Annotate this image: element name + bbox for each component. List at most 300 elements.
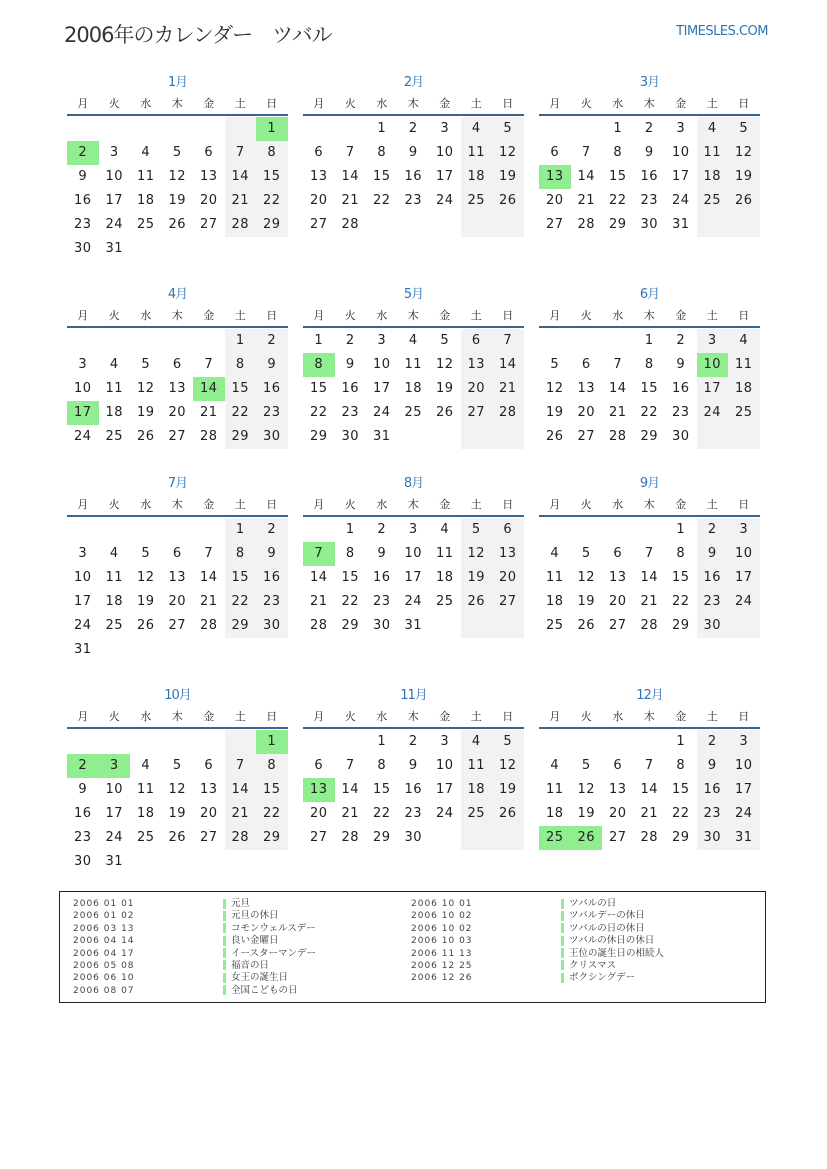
empty-cell <box>130 638 162 662</box>
day-cell: 6 <box>172 546 182 561</box>
weekday-label: 金 <box>439 710 451 723</box>
day-cell: 20 <box>492 566 524 590</box>
day-cell: 11 <box>136 782 155 797</box>
day-cell: 24 <box>671 193 690 208</box>
day-cell: 15 <box>608 169 627 184</box>
day-cell: 17 <box>728 778 760 802</box>
holiday-marker <box>223 936 226 946</box>
day-cell: 28 <box>341 830 360 845</box>
day-cell: 2 <box>256 518 288 542</box>
day-cell: 5 <box>440 333 450 348</box>
day-cell: 11 <box>461 754 493 778</box>
day-cell: 21 <box>341 806 360 821</box>
day-cell: 4 <box>728 329 760 353</box>
holiday-date: 2006 01 02 <box>73 911 135 922</box>
day-cell: 7 <box>345 145 355 160</box>
day-cell: 11 <box>435 546 454 561</box>
day-cell: 3 <box>109 145 119 160</box>
weekday-label: 火 <box>344 309 356 322</box>
day-cell: 6 <box>314 145 324 160</box>
empty-cell <box>67 117 99 141</box>
day-cell: 16 <box>341 381 360 396</box>
day-cell: 10 <box>73 570 92 585</box>
weekday-label: 土 <box>470 309 482 322</box>
weekday-label: 木 <box>407 97 419 110</box>
day-cell: 10 <box>105 169 124 184</box>
day-cell: 18 <box>461 778 493 802</box>
day-cell: 4 <box>440 522 450 537</box>
day-cell: 23 <box>640 193 659 208</box>
weekday-label: 水 <box>140 309 152 322</box>
day-cell: 8 <box>377 758 387 773</box>
day-cell: 27 <box>309 217 328 232</box>
holiday-marker <box>223 899 226 909</box>
day-cell: 26 <box>136 429 155 444</box>
day-cell: 2 <box>408 734 418 749</box>
day-cell: 9 <box>256 353 288 377</box>
day-cell: 13 <box>608 782 627 797</box>
empty-cell <box>162 237 194 261</box>
day-cell: 24 <box>435 806 454 821</box>
day-cell: 28 <box>225 826 257 850</box>
day-cell: 28 <box>640 618 659 633</box>
holiday-name: クリスマス <box>569 959 617 971</box>
weekday-label: 土 <box>706 97 718 110</box>
weekday-label: 水 <box>376 710 388 723</box>
month-name: 10月 <box>164 688 191 703</box>
day-cell: 11 <box>461 141 493 165</box>
holiday-entry <box>73 923 316 935</box>
day-cell: 12 <box>136 570 155 585</box>
weekday-label: 火 <box>108 498 120 511</box>
day-cell: 3 <box>728 730 760 754</box>
day-cell: 22 <box>608 193 627 208</box>
day-cell: 11 <box>404 357 423 372</box>
holiday-day: 2 <box>67 754 99 778</box>
holiday-date: 2006 10 03 <box>411 936 473 947</box>
day-grid <box>303 518 524 638</box>
day-cell: 17 <box>105 193 124 208</box>
day-grid <box>303 117 524 237</box>
day-cell: 2 <box>644 121 654 136</box>
empty-cell <box>193 518 225 542</box>
weekday-label: 月 <box>77 710 89 723</box>
day-cell: 19 <box>168 193 187 208</box>
day-cell: 19 <box>492 778 524 802</box>
day-cell: 23 <box>372 594 391 609</box>
day-cell: 11 <box>105 570 124 585</box>
weekday-label: 月 <box>77 498 89 511</box>
month-name: 2月 <box>403 75 424 90</box>
day-cell: 15 <box>256 165 288 189</box>
day-cell: 22 <box>225 590 257 614</box>
day-grid <box>67 329 288 449</box>
day-cell: 6 <box>172 357 182 372</box>
day-cell: 7 <box>644 758 654 773</box>
weekday-label: 火 <box>580 710 592 723</box>
day-cell: 1 <box>644 333 654 348</box>
empty-cell <box>225 850 257 874</box>
holiday-name: ボクシングデー <box>569 972 636 984</box>
holiday-name: コモンウェルスデー <box>231 922 316 934</box>
day-grid <box>539 730 760 850</box>
day-cell: 27 <box>461 401 493 425</box>
day-cell: 11 <box>545 782 564 797</box>
day-cell: 27 <box>492 590 524 614</box>
holiday-marker <box>223 985 226 995</box>
empty-cell <box>461 425 493 449</box>
holiday-name: ツバルの日 <box>569 898 617 909</box>
month-name: 4月 <box>167 287 188 302</box>
day-cell: 9 <box>697 542 729 566</box>
day-cell: 15 <box>225 566 257 590</box>
weekday-label: 月 <box>313 498 325 511</box>
holiday-entry <box>411 910 664 922</box>
month-7 <box>67 474 288 662</box>
day-cell: 20 <box>199 806 218 821</box>
day-cell: 8 <box>345 546 355 561</box>
day-cell: 16 <box>404 169 423 184</box>
day-cell: 21 <box>492 377 524 401</box>
day-cell: 19 <box>728 165 760 189</box>
day-cell: 5 <box>492 730 524 754</box>
day-cell: 7 <box>225 754 257 778</box>
holiday-marker <box>223 960 226 970</box>
day-cell: 1 <box>613 121 623 136</box>
month-12 <box>539 686 760 850</box>
holiday-day: 8 <box>303 353 335 377</box>
holiday-date: 2006 03 13 <box>73 923 135 934</box>
day-cell: 16 <box>256 377 288 401</box>
empty-cell <box>225 237 257 261</box>
weekday-label: 日 <box>738 309 750 322</box>
weekday-label: 水 <box>612 97 624 110</box>
day-cell: 22 <box>225 401 257 425</box>
weekday-label: 月 <box>77 97 89 110</box>
holiday-date: 2006 10 02 <box>411 911 473 922</box>
day-cell: 10 <box>435 758 454 773</box>
day-cell: 26 <box>728 189 760 213</box>
day-cell: 29 <box>671 618 690 633</box>
day-cell: 28 <box>341 217 360 232</box>
day-cell: 10 <box>404 546 423 561</box>
holiday-date: 2006 11 13 <box>411 948 473 959</box>
empty-cell <box>162 850 194 874</box>
holiday-name: 全国こどもの日 <box>231 984 298 996</box>
day-cell: 13 <box>492 542 524 566</box>
holiday-name: 良い金曜日 <box>231 935 279 947</box>
day-cell: 25 <box>105 618 124 633</box>
day-cell: 15 <box>640 381 659 396</box>
day-cell: 14 <box>608 381 627 396</box>
day-cell: 15 <box>671 570 690 585</box>
day-grid <box>303 329 524 449</box>
day-cell: 12 <box>168 782 187 797</box>
day-cell: 25 <box>461 802 493 826</box>
holiday-entry <box>73 898 316 910</box>
day-cell: 4 <box>109 357 119 372</box>
day-cell: 17 <box>404 570 423 585</box>
empty-cell <box>461 213 493 237</box>
holiday-day: 13 <box>539 165 571 189</box>
holiday-marker <box>561 911 564 921</box>
day-cell: 29 <box>640 429 659 444</box>
day-cell: 9 <box>697 754 729 778</box>
empty-cell <box>539 730 571 754</box>
weekday-header <box>67 709 288 729</box>
weekday-header <box>539 96 760 116</box>
day-cell: 22 <box>640 405 659 420</box>
day-cell: 21 <box>225 802 257 826</box>
day-cell: 23 <box>404 806 423 821</box>
holiday-day: 1 <box>256 117 288 141</box>
holiday-day: 7 <box>303 542 335 566</box>
weekday-label: 火 <box>108 309 120 322</box>
weekday-label: 日 <box>502 309 514 322</box>
weekday-label: 金 <box>203 97 215 110</box>
day-cell: 6 <box>204 145 214 160</box>
day-cell: 1 <box>225 518 257 542</box>
empty-cell <box>99 518 131 542</box>
day-cell: 14 <box>492 353 524 377</box>
holiday-marker <box>561 948 564 958</box>
day-cell: 21 <box>199 594 218 609</box>
legend-column-right <box>411 898 664 985</box>
day-cell: 12 <box>577 570 596 585</box>
holiday-entry <box>411 972 664 984</box>
day-cell: 14 <box>341 782 360 797</box>
weekday-label: 月 <box>549 97 561 110</box>
day-cell: 15 <box>256 778 288 802</box>
day-cell: 6 <box>461 329 493 353</box>
weekday-header <box>303 96 524 116</box>
day-cell: 21 <box>225 189 257 213</box>
weekday-label: 金 <box>203 710 215 723</box>
empty-cell <box>225 638 257 662</box>
month-name: 12月 <box>636 688 663 703</box>
page-title: 2006年のカレンダー ツバル <box>64 23 332 47</box>
holiday-date: 2006 05 08 <box>73 960 135 971</box>
day-cell: 20 <box>168 594 187 609</box>
day-cell: 16 <box>671 381 690 396</box>
day-cell: 10 <box>728 754 760 778</box>
day-cell: 31 <box>73 642 92 657</box>
day-cell: 3 <box>440 734 450 749</box>
day-cell: 5 <box>172 758 182 773</box>
empty-cell <box>162 638 194 662</box>
weekday-label: 金 <box>675 309 687 322</box>
day-cell: 18 <box>545 806 564 821</box>
day-cell: 11 <box>136 169 155 184</box>
weekday-label: 土 <box>470 498 482 511</box>
weekday-label: 木 <box>407 710 419 723</box>
day-cell: 4 <box>461 117 493 141</box>
weekday-label: 日 <box>738 710 750 723</box>
day-cell: 5 <box>492 117 524 141</box>
day-cell: 28 <box>608 429 627 444</box>
day-cell: 13 <box>608 570 627 585</box>
weekday-header <box>67 96 288 116</box>
day-cell: 25 <box>435 594 454 609</box>
empty-cell <box>602 329 634 353</box>
weekday-label: 木 <box>643 710 655 723</box>
day-cell: 13 <box>199 169 218 184</box>
day-cell: 6 <box>492 518 524 542</box>
day-cell: 21 <box>341 193 360 208</box>
day-cell: 2 <box>256 329 288 353</box>
day-cell: 2 <box>697 730 729 754</box>
day-cell: 26 <box>168 830 187 845</box>
weekday-label: 水 <box>140 498 152 511</box>
day-cell: 25 <box>105 429 124 444</box>
month-4 <box>67 285 288 449</box>
day-cell: 22 <box>671 594 690 609</box>
day-cell: 28 <box>309 618 328 633</box>
day-cell: 19 <box>136 405 155 420</box>
day-cell: 17 <box>372 381 391 396</box>
day-cell: 9 <box>345 357 355 372</box>
day-cell: 11 <box>105 381 124 396</box>
site-logo[interactable]: TIMESLES.COM <box>676 24 768 39</box>
day-cell: 6 <box>613 546 623 561</box>
empty-cell <box>728 213 760 237</box>
weekday-label: 月 <box>549 710 561 723</box>
holiday-day: 13 <box>303 778 335 802</box>
weekday-label: 土 <box>470 710 482 723</box>
day-cell: 23 <box>697 802 729 826</box>
weekday-label: 金 <box>439 498 451 511</box>
holiday-entry <box>73 985 316 997</box>
day-cell: 5 <box>172 145 182 160</box>
day-cell: 14 <box>341 169 360 184</box>
day-cell: 10 <box>728 542 760 566</box>
day-grid <box>67 518 288 662</box>
weekday-label: 金 <box>203 309 215 322</box>
day-cell: 15 <box>309 381 328 396</box>
day-grid <box>539 117 760 237</box>
empty-cell <box>571 518 603 542</box>
day-cell: 1 <box>676 522 686 537</box>
day-cell: 3 <box>408 522 418 537</box>
day-cell: 14 <box>577 169 596 184</box>
day-cell: 18 <box>461 165 493 189</box>
day-cell: 11 <box>697 141 729 165</box>
day-cell: 9 <box>676 357 686 372</box>
day-cell: 21 <box>309 594 328 609</box>
month-6 <box>539 285 760 449</box>
day-cell: 13 <box>168 570 187 585</box>
day-cell: 21 <box>608 405 627 420</box>
day-cell: 26 <box>461 590 493 614</box>
weekday-label: 水 <box>376 309 388 322</box>
day-grid <box>539 329 760 449</box>
day-cell: 5 <box>581 758 591 773</box>
empty-cell <box>492 213 524 237</box>
day-cell: 8 <box>676 546 686 561</box>
holiday-day: 1 <box>256 730 288 754</box>
day-cell: 21 <box>640 806 659 821</box>
weekday-label: 月 <box>313 97 325 110</box>
day-cell: 20 <box>577 405 596 420</box>
weekday-label: 火 <box>344 498 356 511</box>
holiday-date: 2006 08 07 <box>73 985 135 996</box>
day-cell: 27 <box>199 217 218 232</box>
day-cell: 29 <box>341 618 360 633</box>
empty-cell <box>193 850 225 874</box>
day-cell: 27 <box>608 830 627 845</box>
day-cell: 18 <box>697 165 729 189</box>
empty-cell <box>193 638 225 662</box>
day-cell: 25 <box>404 405 423 420</box>
weekday-label: 水 <box>612 710 624 723</box>
weekday-label: 水 <box>376 498 388 511</box>
day-cell: 4 <box>550 758 560 773</box>
holiday-name: 福音の日 <box>231 959 270 971</box>
holiday-entry <box>411 898 664 910</box>
month-5 <box>303 285 524 449</box>
holiday-marker <box>561 960 564 970</box>
weekday-label: 日 <box>502 97 514 110</box>
empty-cell <box>539 329 571 353</box>
day-cell: 7 <box>204 357 214 372</box>
day-cell: 5 <box>581 546 591 561</box>
empty-cell <box>429 826 461 850</box>
day-cell: 20 <box>309 193 328 208</box>
month-9 <box>539 474 760 638</box>
month-name: 5月 <box>403 287 424 302</box>
day-cell: 14 <box>199 570 218 585</box>
day-cell: 27 <box>168 429 187 444</box>
day-cell: 20 <box>199 193 218 208</box>
day-cell: 21 <box>577 193 596 208</box>
day-cell: 21 <box>640 594 659 609</box>
day-cell: 9 <box>408 758 418 773</box>
day-grid <box>539 518 760 638</box>
day-cell: 10 <box>372 357 391 372</box>
weekday-label: 月 <box>313 309 325 322</box>
day-cell: 28 <box>199 429 218 444</box>
day-cell: 10 <box>73 381 92 396</box>
empty-cell <box>303 518 335 542</box>
holiday-day: 17 <box>67 401 99 425</box>
day-cell: 16 <box>73 193 92 208</box>
day-cell: 12 <box>461 542 493 566</box>
weekday-label: 日 <box>502 498 514 511</box>
day-cell: 22 <box>671 806 690 821</box>
empty-cell <box>99 329 131 353</box>
day-cell: 1 <box>377 734 387 749</box>
weekday-header <box>539 709 760 729</box>
weekday-header <box>67 308 288 328</box>
day-cell: 23 <box>73 217 92 232</box>
day-cell: 17 <box>671 169 690 184</box>
weekday-label: 水 <box>612 309 624 322</box>
weekday-label: 火 <box>108 710 120 723</box>
day-cell: 7 <box>204 546 214 561</box>
weekday-label: 土 <box>234 97 246 110</box>
day-cell: 31 <box>671 217 690 232</box>
day-cell: 17 <box>73 594 92 609</box>
weekday-label: 日 <box>266 309 278 322</box>
weekday-label: 火 <box>580 498 592 511</box>
month-name: 7月 <box>167 476 188 491</box>
day-cell: 28 <box>577 217 596 232</box>
day-cell: 18 <box>404 381 423 396</box>
empty-cell <box>429 213 461 237</box>
day-cell: 3 <box>78 357 88 372</box>
empty-cell <box>67 329 99 353</box>
day-cell: 17 <box>435 782 454 797</box>
